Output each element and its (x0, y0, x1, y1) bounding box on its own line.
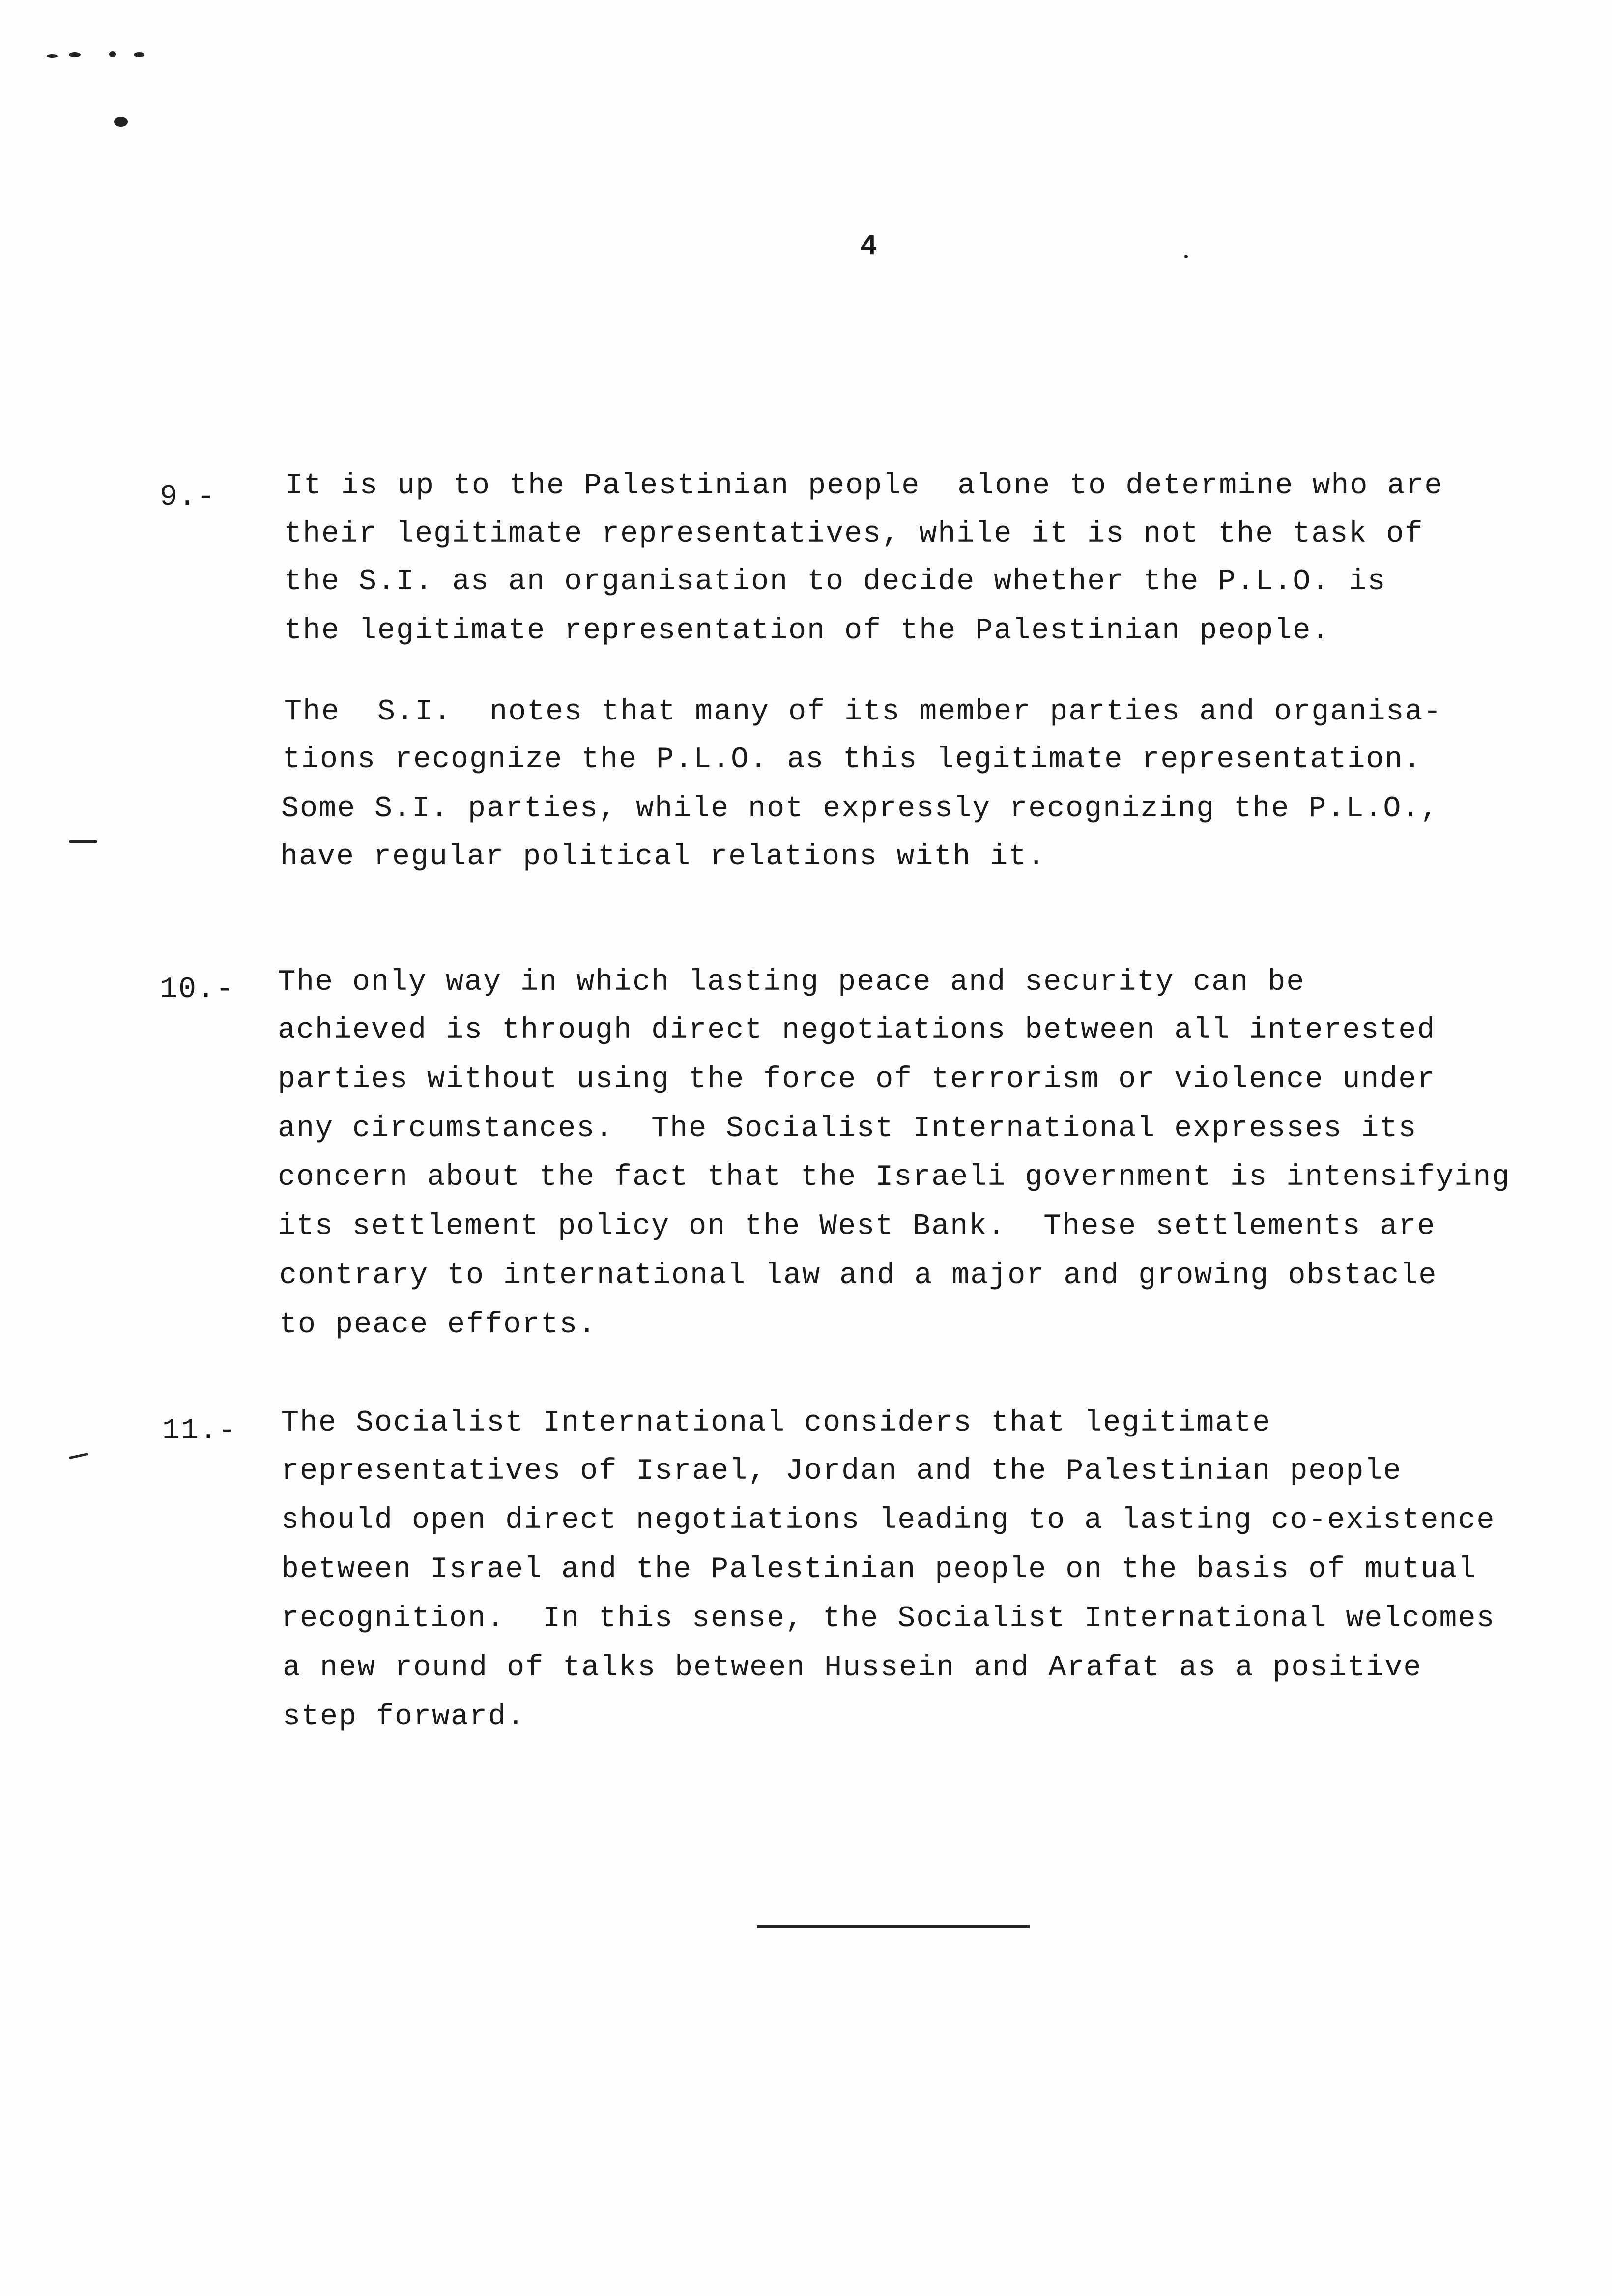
text-line: to peace efforts. (279, 1308, 597, 1342)
paragraph-number: 11.- (162, 1414, 237, 1448)
text-line: It is up to the Palestinian people alone to determine who are (285, 469, 1443, 503)
paragraph-number: 9.- (160, 481, 216, 514)
text-line: step forward. (283, 1700, 526, 1734)
text-line: its settlement policy on the West Bank. These settlements are (278, 1210, 1436, 1243)
page-number: 4 (860, 231, 877, 263)
text-line: representatives of Israel, Jordan and the Palestinian people (281, 1455, 1402, 1488)
scan-mark (47, 54, 58, 58)
text-line: tions recognize the P.L.O. as this legitimate representation. (283, 743, 1422, 776)
text-line: concern about the fact that the Israeli government is intensifying (278, 1161, 1511, 1194)
text-line: achieved is through direct negotiations between all interested (278, 1014, 1436, 1047)
text-line: have regular political relations with it. (280, 840, 1046, 874)
text-line: a new round of talks between Hussein and Arafat as a positive (283, 1651, 1422, 1685)
end-rule (757, 1925, 1030, 1928)
text-line: The Socialist International considers that legitimate (281, 1406, 1271, 1440)
scan-mark (109, 51, 116, 57)
scan-mark (69, 52, 81, 57)
text-line: should open direct negotiations leading to a lasting co-existence (281, 1504, 1496, 1537)
text-line: their legitimate representatives, while it is not the task of (284, 517, 1424, 551)
text-line: the legitimate representation of the Palestinian people. (284, 614, 1330, 648)
scan-mark (69, 1453, 88, 1459)
paragraph-number: 10.- (160, 973, 235, 1006)
scan-mark (1184, 255, 1188, 258)
text-line: parties without using the force of terrorism or violence under (278, 1063, 1436, 1096)
text-line: between Israel and the Palestinian people on the basis of mutual (281, 1553, 1477, 1586)
text-line: the S.I. as an organisation to decide whether the P.L.O. is (284, 565, 1386, 599)
text-line: The S.I. notes that many of its member parties and organisa- (284, 695, 1442, 729)
text-line: Some S.I. parties, while not expressly recognizing the P.L.O., (281, 792, 1439, 826)
text-line: any circumstances. The Socialist International expresses its (278, 1112, 1417, 1146)
scan-mark (134, 52, 144, 57)
text-line: contrary to international law and a major and growing obstacle (279, 1259, 1438, 1292)
text-line: recognition. In this sense, the Socialist International welcomes (281, 1602, 1496, 1636)
scan-mark (114, 117, 128, 127)
text-line: The only way in which lasting peace and security can be (278, 966, 1305, 999)
scan-mark (69, 840, 97, 843)
